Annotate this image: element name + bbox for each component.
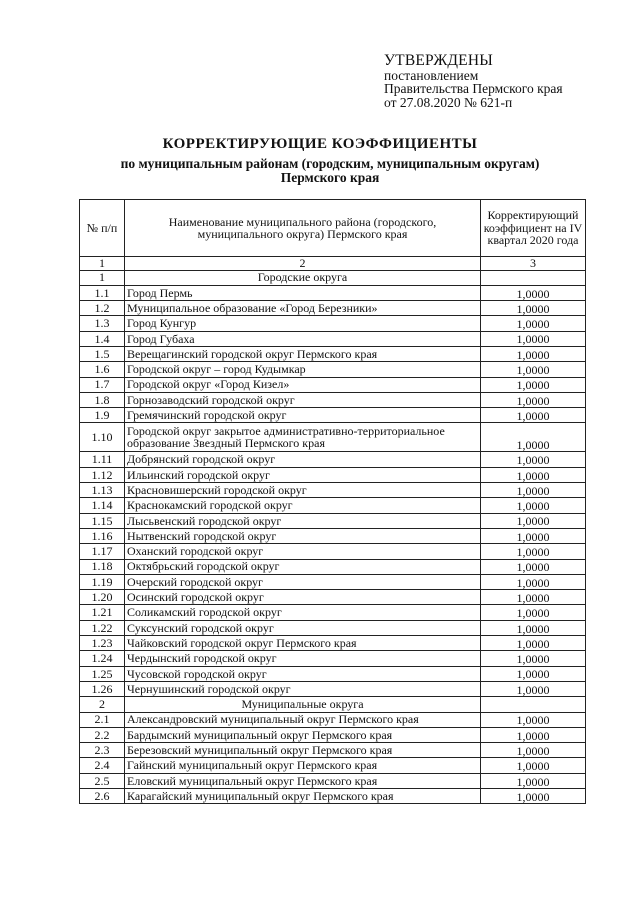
table-row (80, 636, 586, 651)
row-number: 1.17 (80, 544, 125, 559)
coefficient-value: 1,0000 (481, 362, 586, 377)
municipality-name: Карагайский муниципальный округ Пермского края (125, 789, 481, 804)
row-number: 1.5 (80, 346, 125, 361)
section-row (80, 270, 586, 285)
municipality-name: Городской округ – город Кудымкар (125, 362, 481, 377)
coefficient-value: 1,0000 (481, 423, 586, 452)
municipality-name: Ильинский городской округ (125, 467, 481, 482)
municipality-name: Городской округ закрытое административно-территориальное образование Звездный Пермского края (125, 423, 481, 452)
coefficient-value: 1,0000 (481, 346, 586, 361)
table-row (80, 743, 586, 758)
municipality-name: Добрянский городской округ (125, 452, 481, 467)
municipality-name: Осинский городской округ (125, 590, 481, 605)
municipality-name: Нытвенский городской округ (125, 528, 481, 543)
column-number: 1 (80, 257, 125, 271)
coefficient-value: 1,0000 (481, 483, 586, 498)
municipality-name: Очерский городской округ (125, 574, 481, 589)
row-number: 1.7 (80, 377, 125, 392)
municipality-name: Чусовской городской округ (125, 666, 481, 681)
row-number: 2.2 (80, 727, 125, 742)
table-row (80, 727, 586, 742)
row-number: 2.1 (80, 712, 125, 727)
coefficient-value: 1,0000 (481, 513, 586, 528)
row-number: 1.24 (80, 651, 125, 666)
municipality-name: Город Кунгур (125, 316, 481, 331)
column-number: 3 (481, 257, 586, 271)
table-row (80, 362, 586, 377)
coefficient-value: 1,0000 (481, 377, 586, 392)
table-row (80, 789, 586, 804)
coefficient-value: 1,0000 (481, 301, 586, 316)
row-number: 1.23 (80, 636, 125, 651)
table-row (80, 301, 586, 316)
section-title: Муниципальные округа (125, 697, 481, 712)
table-row (80, 392, 586, 407)
table-row (80, 423, 586, 452)
coefficient-value: 1,0000 (481, 559, 586, 574)
table-row (80, 590, 586, 605)
row-number: 1.21 (80, 605, 125, 620)
row-number: 1.8 (80, 392, 125, 407)
coefficient-value: 1,0000 (481, 789, 586, 804)
municipality-name: Октябрьский городской округ (125, 559, 481, 574)
document-subtitle (60, 157, 600, 185)
table-row (80, 346, 586, 361)
coefficient-value (481, 697, 586, 712)
coefficient-value: 1,0000 (481, 331, 586, 346)
table-row (80, 773, 586, 788)
row-number: 1.11 (80, 452, 125, 467)
coefficient-value: 1,0000 (481, 528, 586, 543)
table-row (80, 331, 586, 346)
municipality-name: Бардымский муниципальный округ Пермского края (125, 727, 481, 742)
table-row (80, 559, 586, 574)
table-row (80, 574, 586, 589)
table-row (80, 467, 586, 482)
column-number: 2 (125, 257, 481, 271)
row-number: 2.3 (80, 743, 125, 758)
table-row (80, 666, 586, 681)
row-number: 1.22 (80, 620, 125, 635)
municipality-name: Гайнский муниципальный округ Пермского края (125, 758, 481, 773)
table-row (80, 513, 586, 528)
approval-date: от 27.08.2020 № 621-п (384, 94, 513, 110)
coefficient-value: 1,0000 (481, 636, 586, 651)
section-row (80, 697, 586, 712)
coefficient-value: 1,0000 (481, 498, 586, 513)
coefficient-value: 1,0000 (481, 712, 586, 727)
row-number: 2 (80, 697, 125, 712)
approval-stamp (384, 54, 563, 109)
table-row (80, 377, 586, 392)
municipality-name: Краснокамский городской округ (125, 498, 481, 513)
coefficient-value: 1,0000 (481, 285, 586, 300)
row-number: 1.10 (80, 423, 125, 452)
table-row (80, 605, 586, 620)
municipality-name: Верещагинский городской округ Пермского края (125, 346, 481, 361)
municipality-name: Городской округ «Город Кизел» (125, 377, 481, 392)
approval-line: Правительства Пермского края (384, 81, 563, 96)
subtitle-line: Пермского края (280, 170, 380, 185)
row-number: 1.16 (80, 528, 125, 543)
table-row (80, 408, 586, 423)
table-row (80, 620, 586, 635)
table-body (80, 270, 586, 804)
coefficient-value: 1,0000 (481, 620, 586, 635)
row-number: 1.20 (80, 590, 125, 605)
coefficient-value: 1,0000 (481, 408, 586, 423)
row-number: 1.25 (80, 666, 125, 681)
row-number: 1.19 (80, 574, 125, 589)
table-row (80, 544, 586, 559)
municipality-name: Суксунский городской округ (125, 620, 481, 635)
subtitle-line: по муниципальным районам (городским, муниципальным округам) (120, 156, 540, 171)
municipality-name: Красновишерский городской округ (125, 483, 481, 498)
coefficient-value: 1,0000 (481, 574, 586, 589)
row-number: 2.6 (80, 789, 125, 804)
municipality-name: Муниципальное образование «Город Березники» (125, 301, 481, 316)
row-number: 1.18 (80, 559, 125, 574)
coefficient-value: 1,0000 (481, 392, 586, 407)
row-number: 1.9 (80, 408, 125, 423)
row-number: 1.4 (80, 331, 125, 346)
coefficient-value: 1,0000 (481, 666, 586, 681)
municipality-name: Оханский городской округ (125, 544, 481, 559)
municipality-name: Березовский муниципальный округ Пермского края (125, 743, 481, 758)
municipality-name: Соликамский городской округ (125, 605, 481, 620)
table-row (80, 758, 586, 773)
table-row (80, 498, 586, 513)
table-header-row (80, 200, 586, 257)
row-number: 1.26 (80, 681, 125, 696)
coefficient-value: 1,0000 (481, 727, 586, 742)
row-number: 1.3 (80, 316, 125, 331)
row-number: 1.6 (80, 362, 125, 377)
municipality-name: Чердынский городской округ (125, 651, 481, 666)
table-row (80, 483, 586, 498)
coefficient-value: 1,0000 (481, 452, 586, 467)
coefficient-value: 1,0000 (481, 773, 586, 788)
coefficient-value: 1,0000 (481, 467, 586, 482)
table-row (80, 316, 586, 331)
table-row (80, 452, 586, 467)
row-number: 2.4 (80, 758, 125, 773)
row-number: 1.14 (80, 498, 125, 513)
coefficient-value: 1,0000 (481, 590, 586, 605)
coefficient-value: 1,0000 (481, 605, 586, 620)
row-number: 1.1 (80, 285, 125, 300)
municipality-name: Город Пермь (125, 285, 481, 300)
coefficient-value (481, 270, 586, 285)
table-row (80, 528, 586, 543)
table-row (80, 712, 586, 727)
municipality-name: Чернушинский городской округ (125, 681, 481, 696)
row-number: 1.2 (80, 301, 125, 316)
municipality-name: Горнозаводский городской округ (125, 392, 481, 407)
coefficient-value: 1,0000 (481, 316, 586, 331)
row-number: 1 (80, 270, 125, 285)
coefficient-value: 1,0000 (481, 758, 586, 773)
header-name: Наименование муниципального района (городского, муниципального округа) Пермского края (125, 200, 481, 257)
row-number: 1.12 (80, 467, 125, 482)
header-coefficient: Корректирующий коэффициент на IV квартал 2020 года (481, 200, 586, 257)
municipality-name: Гремячинский городской округ (125, 408, 481, 423)
section-title: Городские округа (125, 270, 481, 285)
approval-title: УТВЕРЖДЕНЫ (384, 52, 493, 69)
document-title: КОРРЕКТИРУЮЩИЕ КОЭФФИЦИЕНТЫ (162, 136, 478, 152)
table-row (80, 285, 586, 300)
approval-line: постановлением (384, 67, 479, 83)
table-row (80, 681, 586, 696)
municipality-name: Чайковский городской округ Пермского края (125, 636, 481, 651)
coefficient-value: 1,0000 (481, 544, 586, 559)
coefficient-value: 1,0000 (481, 681, 586, 696)
row-number: 1.15 (80, 513, 125, 528)
municipality-name: Город Губаха (125, 331, 481, 346)
header-num: № п/п (80, 200, 125, 257)
municipality-name: Александровский муниципальный округ Пермского края (125, 712, 481, 727)
row-number: 1.13 (80, 483, 125, 498)
coefficients-table (79, 199, 586, 804)
column-number-row (80, 257, 586, 271)
municipality-name: Лысьвенский городской округ (125, 513, 481, 528)
coefficient-value: 1,0000 (481, 651, 586, 666)
coefficient-value: 1,0000 (481, 743, 586, 758)
table-row (80, 651, 586, 666)
row-number: 2.5 (80, 773, 125, 788)
municipality-name: Еловский муниципальный округ Пермского края (125, 773, 481, 788)
